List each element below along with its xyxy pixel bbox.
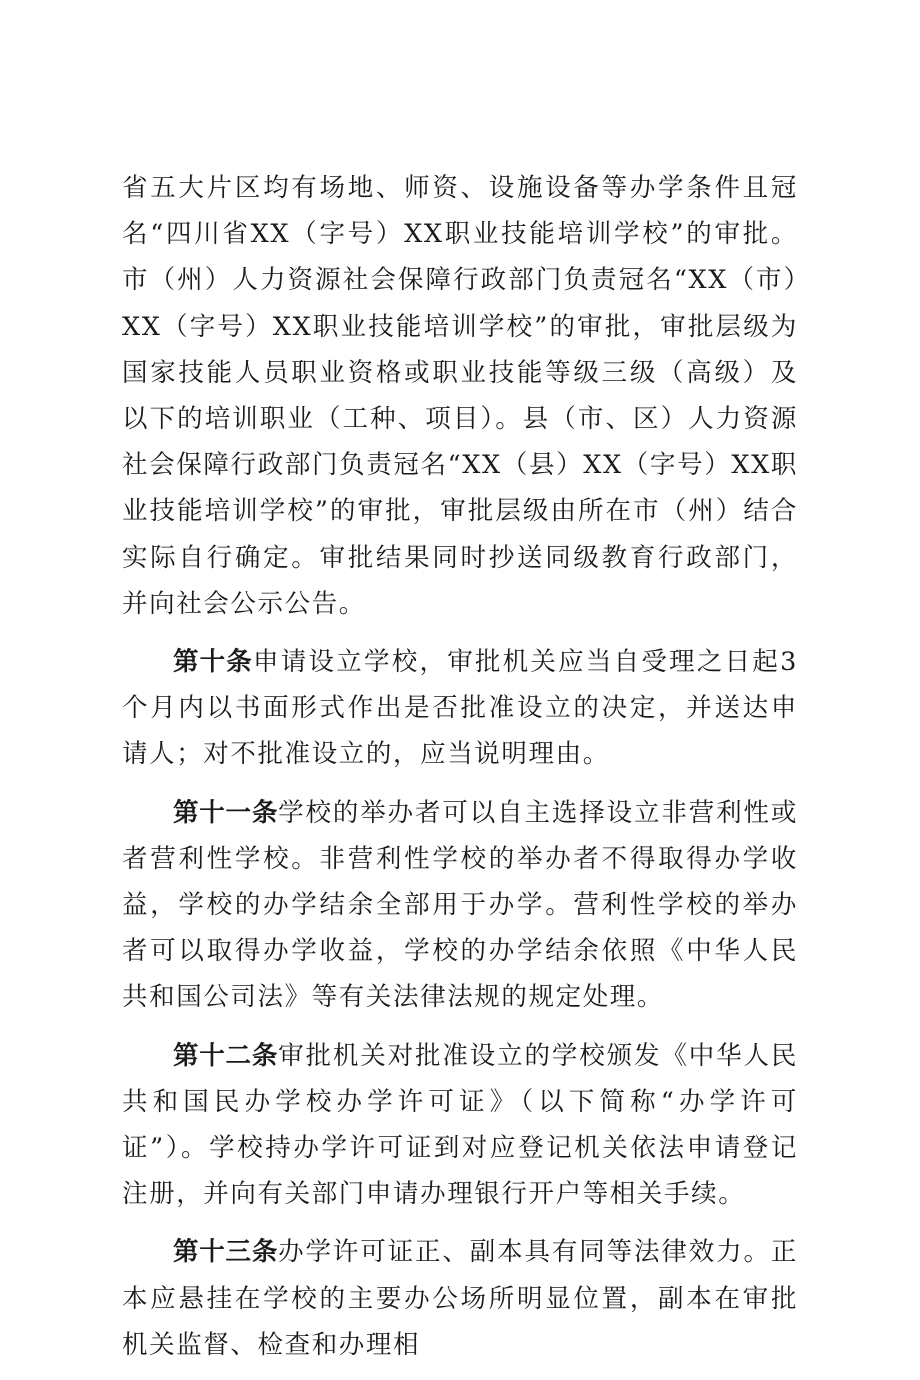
paragraph-text: 学校的举办者可以自主选择设立非营利性或者营利性学校。非营利性学校的举办者不得取得办学收益，学校的办学结余全部用于办学。营利性学校的举办者可以取得办学收益，学校的办学结余依照《中华人民共和国公司法》等有关法律法规的规定处理。	[122, 797, 798, 1013]
paragraph-article-10	[122, 639, 798, 778]
paragraph-text: 省五大片区均有场地、师资、设施设备等办学条件且冠名“四川省XX（字号）XX职业技能培训学校”的审批。市（州）人力资源社会保障行政部门负责冠名“XX（市）XX（字号）XX职业技能培训学校”的审批，审批层级为国家技能人员职业资格或职业技能等级三级（高级）及以下的培训职业（工种、项目）。县（市、区）人力资源社会保障行政部门负责冠名“XX（县）XX（字号）XX职业技能培训学校”的审批，审批层级由所在市（州）结合实际自行确定。审批结果同时抄送同级教育行政部门，并向社会公示公告。	[122, 173, 798, 619]
paragraph-article-12	[122, 1033, 798, 1218]
paragraph-continued	[122, 165, 798, 627]
paragraph-text: 申请设立学校，审批机关应当自受理之日起3个月内以书面形式作出是否批准设立的决定，并送达申请人；对不批准设立的，应当说明理由。	[122, 647, 798, 770]
article-heading: 第十三条	[173, 1237, 279, 1268]
document-body	[122, 165, 798, 1380]
article-heading: 第十条	[173, 647, 253, 678]
paragraph-text: 办学许可证正、副本具有同等法律效力。正本应悬挂在学校的主要办公场所明显位置，副本在审批机关监督、检查和办理相	[122, 1237, 798, 1360]
paragraph-article-11	[122, 790, 798, 1021]
paragraph-article-13	[122, 1229, 798, 1368]
article-heading: 第十一条	[173, 797, 279, 828]
article-heading: 第十二条	[173, 1040, 279, 1071]
paragraph-text: 审批机关对批准设立的学校颁发《中华人民共和国民办学校办学许可证》（以下简称“办学许可证”）。学校持办学许可证到对应登记机关依法申请登记注册，并向有关部门申请办理银行开户等相关手续。	[122, 1040, 798, 1210]
